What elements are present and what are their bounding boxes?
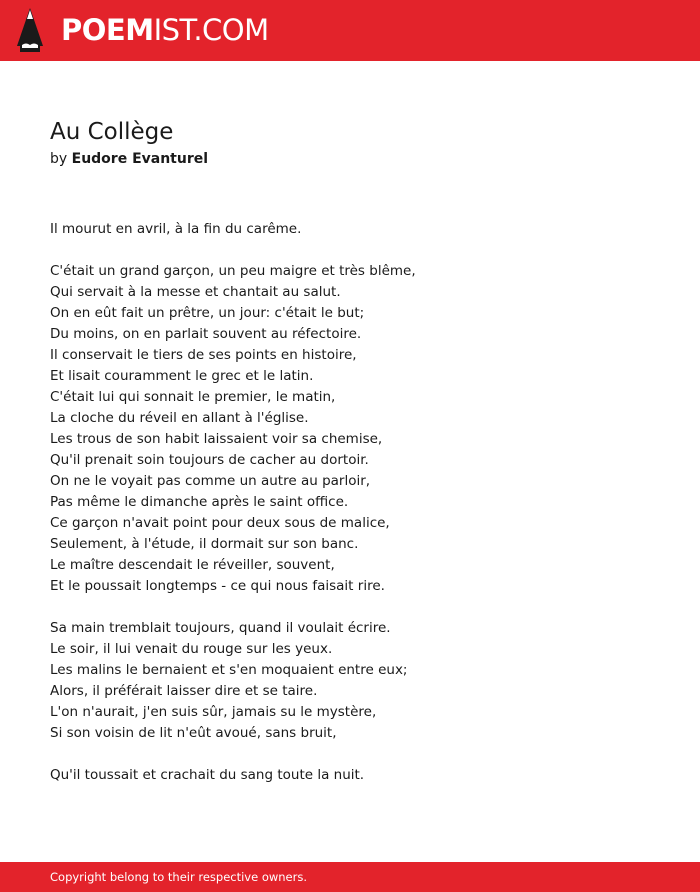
poem-line: Qu'il toussait et crachait du sang toute la nuit.	[50, 767, 365, 783]
pencil-icon[interactable]	[16, 8, 44, 52]
site-footer	[0, 862, 700, 892]
copyright-notice: Copyright belong to their respective owners.	[50, 870, 308, 884]
poem-line: L'on n'aurait, j'en suis sûr, jamais su le mystère,	[50, 704, 377, 720]
poem-line: Du moins, on en parlait souvent au réfectoire.	[50, 326, 362, 342]
poem-stanza	[50, 219, 670, 240]
poem-line: Le soir, il lui venait du rouge sur les yeux.	[50, 641, 333, 657]
by-label: by	[50, 151, 68, 167]
site-logo[interactable]	[61, 11, 269, 49]
byline	[50, 149, 208, 169]
poem-line: Il conservait le tiers de ses points en histoire,	[50, 347, 357, 363]
poem-line: C'était un grand garçon, un peu maigre et très blême,	[50, 263, 416, 279]
logo-bold-part: POEM	[61, 13, 154, 47]
poem-line: Alors, il préférait laisser dire et se taire.	[50, 683, 318, 699]
poem-title: Au Collège	[50, 119, 174, 145]
poem-line: Ce garçon n'avait point pour deux sous de malice,	[50, 515, 390, 531]
poem-line: On ne le voyait pas comme un autre au parloir,	[50, 473, 371, 489]
poem-stanza	[50, 618, 670, 744]
author-name: Eudore Evanturel	[71, 151, 209, 167]
poem-line: Le maître descendait le réveiller, souvent,	[50, 557, 335, 573]
poem-line: Si son voisin de lit n'eût avoué, sans bruit,	[50, 725, 337, 741]
poem-line: Qu'il prenait soin toujours de cacher au dortoir.	[50, 452, 369, 468]
poem-line: Seulement, à l'étude, il dormait sur son banc.	[50, 536, 359, 552]
poem-line: Les trous de son habit laissaient voir sa chemise,	[50, 431, 383, 447]
poem-line: Pas même le dimanche après le saint office.	[50, 494, 349, 510]
poem-line: Et le poussait longtemps - ce qui nous faisait rire.	[50, 578, 385, 594]
poem-line: Sa main tremblait toujours, quand il voulait écrire.	[50, 620, 391, 636]
poem-line: La cloche du réveil en allant à l'église.	[50, 410, 309, 426]
logo-light-part: IST.COM	[153, 13, 269, 47]
poem-line: C'était lui qui sonnait le premier, le matin,	[50, 389, 336, 405]
poem-line: Il mourut en avril, à la fin du carême.	[50, 221, 302, 237]
poem-line: On en eût fait un prêtre, un jour: c'était le but;	[50, 305, 365, 321]
poem-stanza	[50, 261, 670, 597]
poem-line: Les malins le bernaient et s'en moquaient entre eux;	[50, 662, 408, 678]
poem-stanza	[50, 765, 670, 786]
poem-body	[50, 219, 670, 807]
site-header	[0, 0, 700, 61]
poem-line: Qui servait à la messe et chantait au salut.	[50, 284, 341, 300]
poem-line: Et lisait couramment le grec et le latin.	[50, 368, 314, 384]
